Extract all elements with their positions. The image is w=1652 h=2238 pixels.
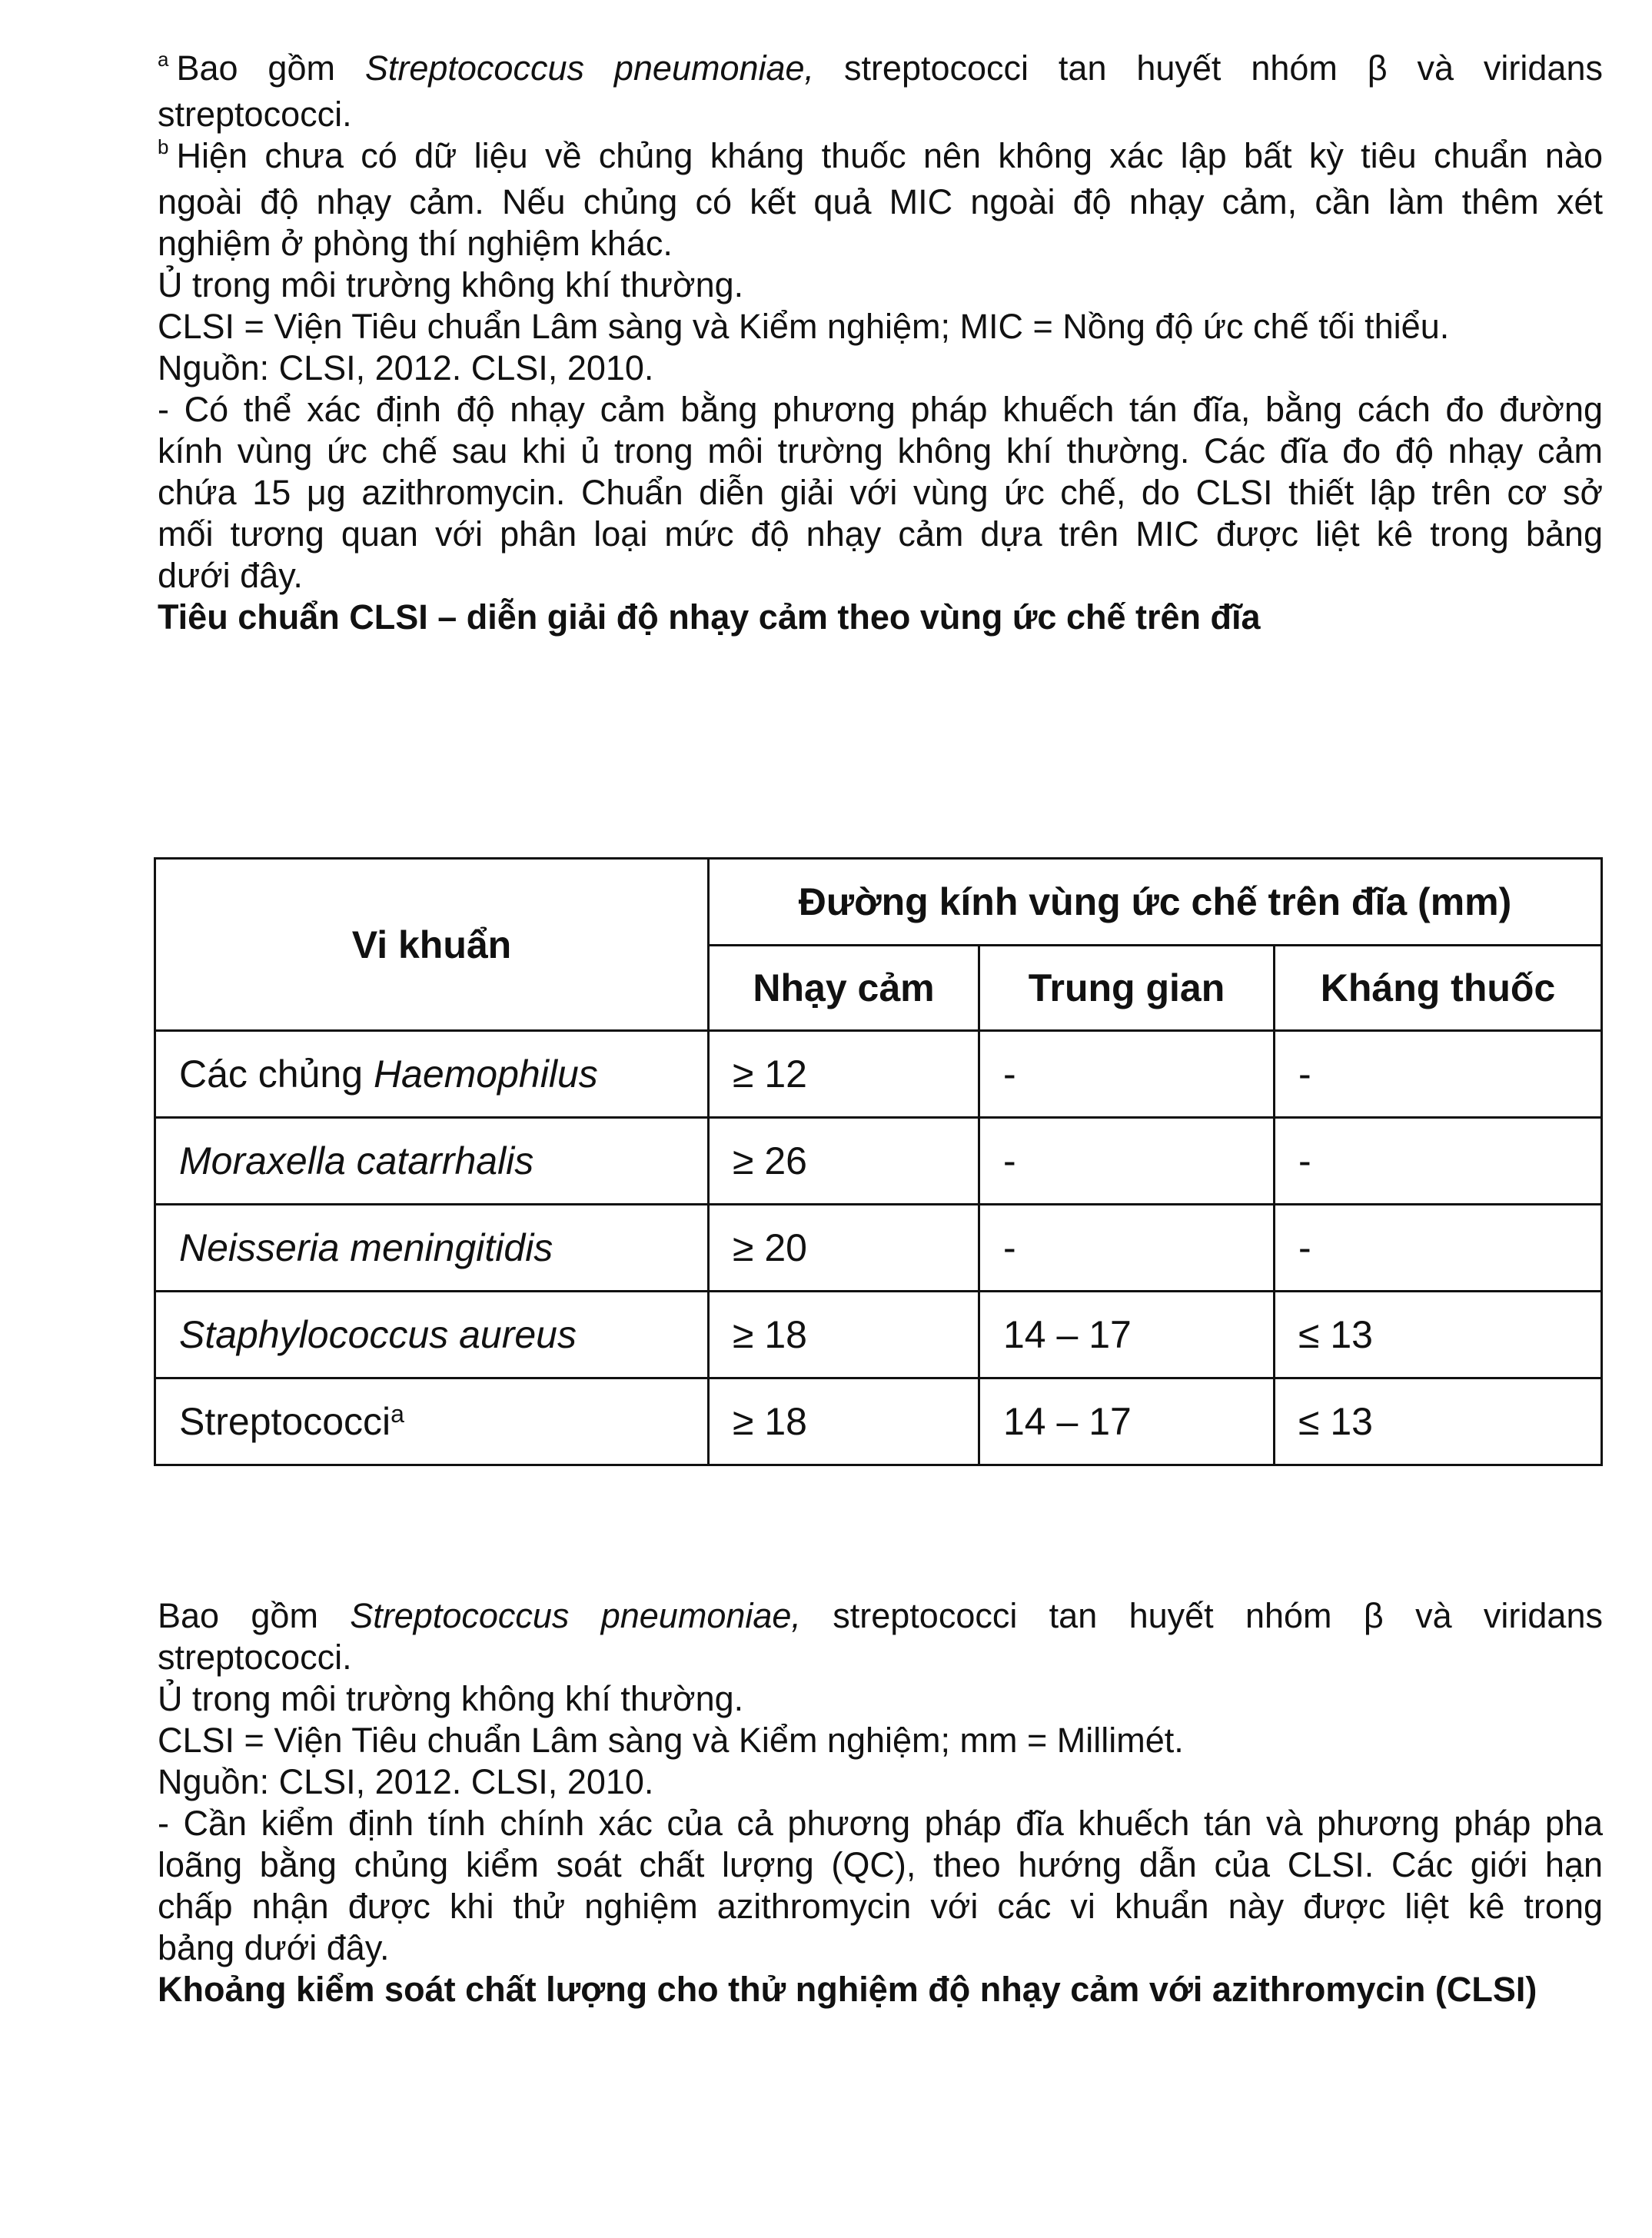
resistant-cell: -	[1275, 1118, 1602, 1205]
intermediate-cell: -	[979, 1031, 1275, 1118]
paragraph-line: - Cần kiểm định tính chính xác của cả phương pháp đĩa khuếch tán và phương pháp pha	[158, 1804, 1603, 1843]
susceptible-cell: ≥ 18	[709, 1378, 979, 1465]
footnote-marker: b	[158, 135, 169, 158]
table-row	[155, 1292, 1602, 1378]
bacteria-cell: Staphylococcus aureus	[155, 1292, 709, 1378]
susceptible-cell: ≥ 12	[709, 1031, 979, 1118]
resistant-cell: -	[1275, 1205, 1602, 1292]
bacteria-cell: Neisseria meningitidis	[155, 1205, 709, 1292]
resistant-cell: -	[1275, 1031, 1602, 1118]
footnote-b-line: nghiệm ở phòng thí nghiệm khác.	[158, 224, 673, 263]
table-row	[155, 1031, 1602, 1118]
susceptible-cell: ≥ 26	[709, 1118, 979, 1205]
table-header-row	[155, 859, 1602, 946]
susceptible-cell: ≥ 18	[709, 1292, 979, 1378]
footnote-marker: a	[158, 48, 169, 71]
bacteria-cell: Streptococci$^a$	[155, 1378, 709, 1465]
paragraph-line: chứa 15 μg azithromycin. Chuẩn diễn giải với vùng ức chế, do CLSI thiết lập trên cơ sở	[158, 473, 1603, 512]
bacteria-cell: Các chủng Haemophilus	[155, 1031, 709, 1118]
col-header-intermediate: Trung gian	[979, 946, 1275, 1031]
intermediate-cell: 14 – 17	[979, 1292, 1275, 1378]
abbreviation-note: CLSI = Viện Tiêu chuẩn Lâm sàng và Kiểm nghiệm; mm = Millimét.	[158, 1721, 1184, 1760]
incubation-note: Ủ trong môi trường không khí thường.	[158, 265, 744, 304]
intermediate-cell: 14 – 17	[979, 1378, 1275, 1465]
footnote-b-line: ngoài độ nhạy cảm. Nếu chủng có kết quả MIC ngoài độ nhạy cảm, cần làm thêm xét	[158, 182, 1603, 221]
susceptible-cell: ≥ 20	[709, 1205, 979, 1292]
footnote-a-cont: streptococci.	[158, 1638, 352, 1677]
paragraph-line: dưới đây.	[158, 556, 303, 595]
section-heading: Tiêu chuẩn CLSI – diễn giải độ nhạy cảm theo vùng ức chế trên đĩa	[158, 597, 1261, 637]
footnote-a: Bao gồm Streptococcus pneumoniae, streptococci tan huyết nhóm β và viridans	[158, 1596, 1603, 1635]
footnote-marker: a	[391, 1400, 404, 1428]
paragraph-line: bảng dưới đây.	[158, 1928, 390, 1967]
table-row	[155, 1118, 1602, 1205]
paragraph-line: loãng bằng chủng kiểm soát chất lượng (QC), theo hướng dẫn của CLSI. Các giới hạn	[158, 1845, 1603, 1884]
abbreviation-note: CLSI = Viện Tiêu chuẩn Lâm sàng và Kiểm nghiệm; MIC = Nồng độ ức chế tối thiểu.	[158, 307, 1450, 346]
paragraph-line: chấp nhận được khi thử nghiệm azithromycin với các vi khuẩn này được liệt kê trong	[158, 1887, 1603, 1926]
table-row	[155, 1205, 1602, 1292]
resistant-cell: ≤ 13	[1275, 1292, 1602, 1378]
disk-diffusion-table	[154, 857, 1603, 1466]
paragraph-line: mối tương quan với phân loại mức độ nhạy cảm dựa trên MIC được liệt kê trong bảng	[158, 514, 1603, 554]
paragraph-line: kính vùng ức chế sau khi ủ trong môi trường không khí thường. Các đĩa đo độ nhạy cảm	[158, 431, 1603, 471]
incubation-note: Ủ trong môi trường không khí thường.	[158, 1679, 744, 1718]
resistant-cell: ≤ 13	[1275, 1378, 1602, 1465]
col-header-group: Đường kính vùng ức chế trên đĩa (mm)	[709, 859, 1602, 946]
paragraph-line: - Có thể xác định độ nhạy cảm bằng phương pháp khuếch tán đĩa, bằng cách đo đường	[158, 390, 1603, 429]
footnote-a: $^a$ Bao gồm Streptococcus pneumoniae, streptococci tan huyết nhóm β và viridans	[158, 48, 1603, 88]
col-header-resistant: Kháng thuốc	[1275, 946, 1602, 1031]
table-row	[155, 1378, 1602, 1465]
source-note: Nguồn: CLSI, 2012. CLSI, 2010.	[158, 1762, 654, 1801]
source-note: Nguồn: CLSI, 2012. CLSI, 2010.	[158, 348, 654, 387]
section-heading: Khoảng kiểm soát chất lượng cho thử nghiệm độ nhạy cảm với azithromycin (CLSI)	[158, 1970, 1537, 2009]
intermediate-cell: -	[979, 1118, 1275, 1205]
footnote-a-cont: streptococci.	[158, 95, 352, 134]
col-header-susceptible: Nhạy cảm	[709, 946, 979, 1031]
bottom-notes	[158, 1595, 1603, 2010]
intermediate-cell: -	[979, 1205, 1275, 1292]
bacteria-cell: Moraxella catarrhalis	[155, 1118, 709, 1205]
footnote-b: $^b$ Hiện chưa có dữ liệu về chủng kháng thuốc nên không xác lập bất kỳ tiêu chuẩn nào	[158, 135, 1603, 175]
top-notes	[158, 48, 1603, 638]
col-header-bacteria: Vi khuẩn	[155, 859, 709, 1031]
